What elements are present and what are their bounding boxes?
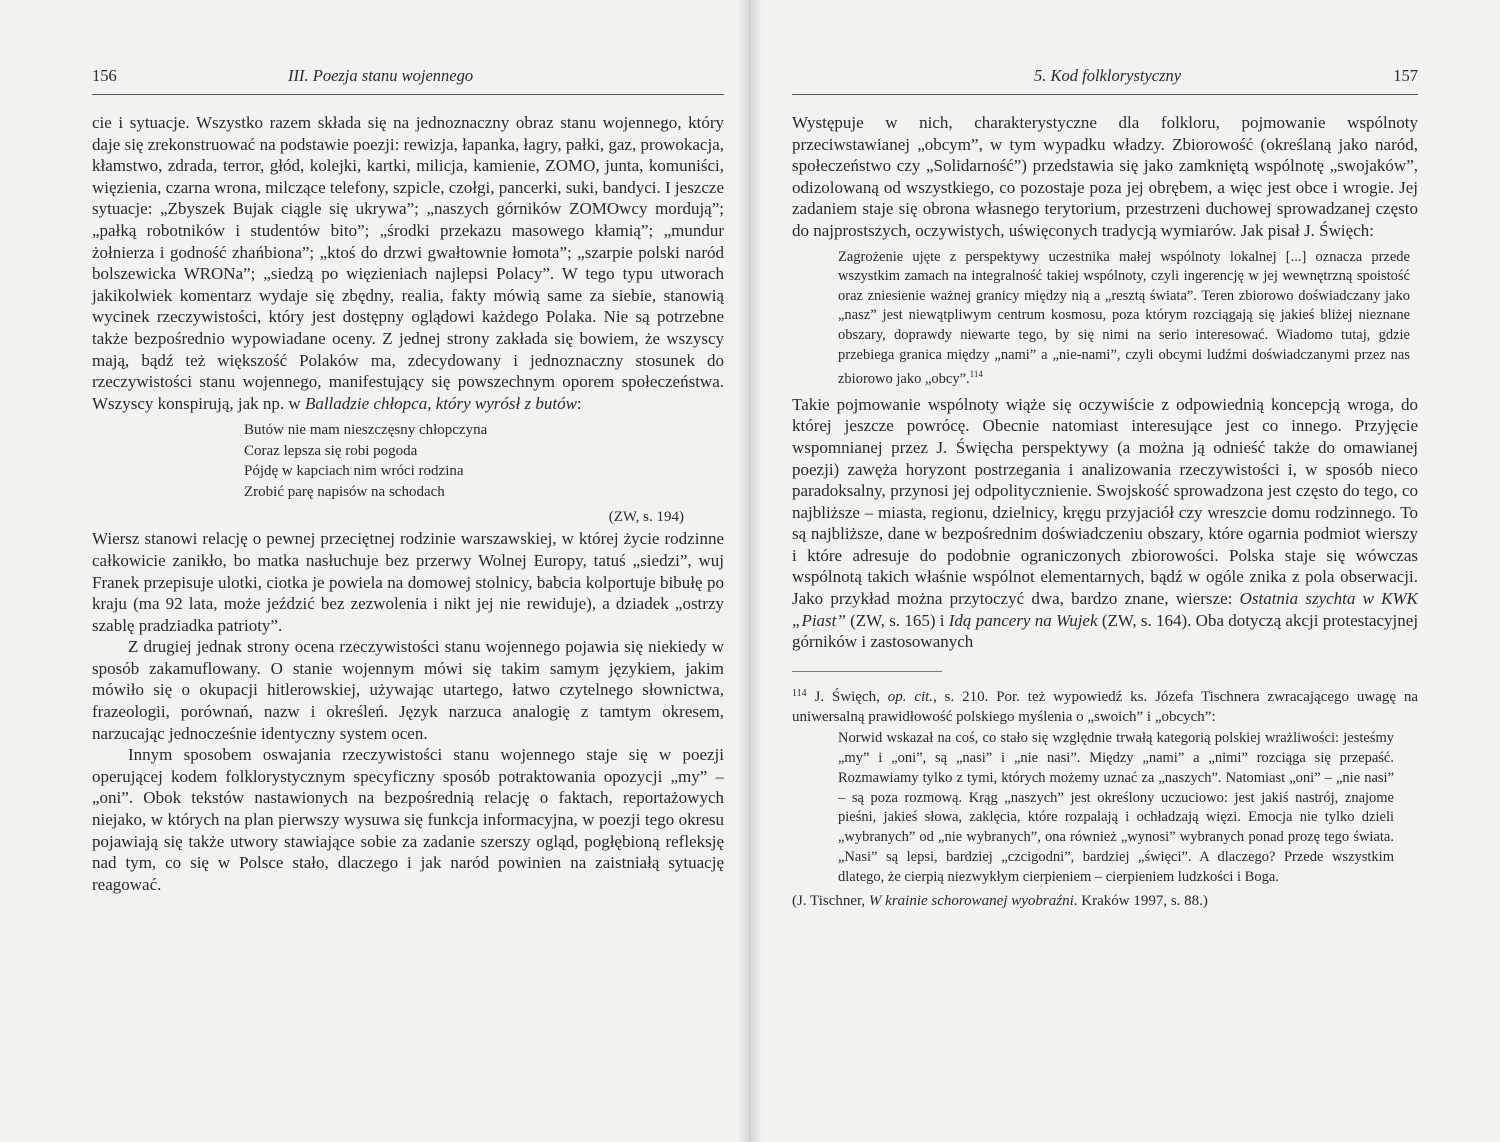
book-gutter [738, 0, 762, 1142]
poem-title: Ostatnia szychta w KWK „Piast” [792, 589, 1418, 630]
page-number: 157 [1393, 66, 1418, 85]
paragraph: Takie pojmowanie wspólnoty wiąże się oczywiście z odpowiednią koncepcją wroga, do której jeszcze powrócę. Obecnie natomiast interesujące jest co innego. Przyjęcie wspomnianej przez J. Święcha perspektywy (a można ją odnieść także do omawianej poezji) zawęża horyzont postrzegania i analizowania rzeczywistości i, w sposób nieco paradoksalny, przynosi jej odpolitycznienie. Swojskość sprowadzona jest często do tego, co najbliższe – miasta, regionu, dzielnicy, kręgu przyjaciół czy wreszcie domu rodzinnego. To są najbliższe, dane w bezpośrednim doświadczeniu obszary, które ogarnia podmiot wierszy i które adresuje do podobnie ograniczonych zbiorowości. Polska staje się wówczas wspólnotą takich właśnie wspólnot elementarnych, bądź w ogóle znika z pola obserwacji. Jako przykład można przytoczyć dwa, bardzo znane, wiersze: Ostatnia szychta w KWK „Piast” (ZW, s. 165) i Idą pancery na Wujek (ZW, s. 164). Oba dotyczą akcji protestacyjnej górników i zastosowanych [792, 394, 1419, 652]
left-body [92, 112, 724, 895]
running-title: III. Poezja stanu wojennego [288, 66, 474, 85]
footnote-ref: 114 [969, 369, 983, 380]
poem-line: Zrobić parę napisów na schodach [244, 483, 445, 500]
paragraph: Innym sposobem oswajania rzeczywistości stanu wojennego staje się w poezji operującej kodem folklorystycznym specyficzny sposób potraktowania opozycji „my” – „oni”. Obok tekstów nastawionych na bezpośrednią relację o faktach, reportażowych niejako, w których na plan pierwszy wysuwa się funkcja informacyjna, w poezji tego okresu pojawiają się także utwory stawiające sobie za zadanie szerszy ogląd, pogłębioną refleksję nad tym, co się w Polsce stało, dlaczego i jak naród powinien na zaistniałą sytuację reagować. [92, 745, 724, 894]
right-page [750, 0, 1500, 1142]
running-title: 5. Kod folklorystyczny [1034, 66, 1182, 85]
paragraph: Z drugiej jednak strony ocena rzeczywistości stanu wojennego pojawia się niekiedy w sposób zakamuflowany. O stanie wojennym mówi się takim samym językiem, jakim mówiło się o okupacji hitlerowskiej, używając utartego, łatwo czytelnego słownictwa, frazeologii, porównań, nazw i określeń. Język narzuca analogię z tamtym okresem, narzucając jednocześnie identyczny system ocen. [92, 637, 724, 743]
poem-line: Butów nie mam nieszczęsny chłopczyna [244, 422, 488, 439]
poem-line: Pójdę w kapciach nim wróci rodzina [244, 463, 464, 480]
poem [244, 420, 724, 502]
poem-source: (ZW, s. 194) [608, 509, 684, 526]
paragraph: Wiersz stanowi relację o pewnej przeciętnej rodzinie warszawskiej, w której życie rodzinne całkowicie zanikło, bo matka nasłuchuje bez przerwy Wolnej Europy, tatuś „siedzi”, wuj Franek przepisuje ulotki, ciotka je powiela na domowej stolnicy, babcia kolportuje bibułę po kraju (ma 92 lata, może jeździć bez zezwolenia i nikt jej nie rewiduje), a dziadek „ostrzy szablę pradziadka patrioty”. [92, 529, 724, 635]
poem-title: Balladzie chłopca, który wyrósł z butów [304, 393, 577, 413]
poem-title: Idą pancery na Wujek [948, 610, 1098, 630]
footnote-source: (J. Tischner, W krainie schorowanej wyobraźni. Kraków 1997, s. 88.) [792, 892, 1208, 909]
paragraph: Występuje w nich, charakterystyczne dla folkloru, pojmowanie wspólnoty przeciwstawianej „obcym”, w tym wypadku władzy. Zbiorowość (określaną jako naród, społeczeństwo czy „Solidarność”) przedstawia się jako zamkniętą wspólnotę „swojaków”, odizolowaną od wszystkiego, co pozostaje poza jej obrębem, a więc jest obce i wrogie. Jej zadaniem staje się obrona własnego terytorium, przestrzeni duchowej sprowadzanej często do najprostszych, oczywistych, uświęconych tradycją wymiarów. Jak pisał J. Święch: [792, 113, 1418, 240]
right-running-header [792, 64, 1418, 95]
left-running-header [92, 64, 724, 95]
footnote: $^{114}$ J. Święch, op. cit., s. 210. Por. też wypowiedź ks. Józefa Tischnera zwracającego uwagę na uniwersalną prawidłowość polskiego myślenia o „swoich” i „obcych”: [792, 687, 1419, 726]
footnote-quote: Norwid wskazał na coś, co stało się względnie trwałą kategorią polskiej wrażliwości: jesteśmy „my” i „oni”, są „nasi” i „nie nasi”. Między „nami” a „nimi” rozciąga się przepaść. Rozmawiamy tylko z tymi, których możemy uznać za „naszych”. Natomiast „oni” – „nie nasi” – są poza rozmową. Krąg „naszych” jest określony uczuciowo: jest jakiś nastrój, znajome pieśni, jakieś słowa, zaklęcia, które rozpalają i ochładzają więzi. Emocja nie tylko dzieli „wybranych” od „nie wybranych”, ona również „wynosi” wybranych ponad prozę tego świata. „Nasi” są lepsi, bardziej „czcigodni”, bardziej „święci”. A dlaczego? Przede wszystkim dlatego, że cierpią niezwykłym cierpieniem – cierpieniem ludzkości i Boga. [838, 730, 1394, 885]
paragraph: cie i sytuacje. Wszystko razem składa się na jednoznaczny obraz stanu wojennego, który daje się zrekonstruować na podstawie poezji: rewizja, łapanka, łagry, pałki, gaz, prowokacja, kłamstwo, zdrada, terror, głód, kolejki, kartki, milicja, kamienie, ZOMO, junta, komuniści, więzienia, czarna wrona, milczące telefony, szpicle, czołgi, pancerki, suki, bandyci. I jeszcze sytuacje: „Zbyszek Bujak ciągle się ukrywa”; „naszych górników ZOMOwcy mordują”; „pałką robotników i studentów bito”; „środki przekazu masowego kłamią”; „mundur żołnierza i godność zhańbiona”; „ktoś do drzwi gwałtownie łomota”; „szarpie polski naród bolszewicka WRONa”; „siedzą po więzieniach najlepsi Polacy”. W tego typu utworach jakikolwiek komentarz wydaje się zbędny, realia, fakty mówią same za siebie, stanowią wycinek rzeczywistości, który jest dostępny oglądowi każdego Polaka. Nie są potrzebne także bezpośrednio wypowiadane oceny. Z jednej strony zakłada się bowiem, że wszyscy mają, bądź też większość Polaków ma, zdecydowany i jednoznaczny stosunek do rzeczywistości stanu wojennego, manifestujący się powszechnym oporem społeczeństwa. Wszyscy konspirują, jak np. w Balladzie chłopca, który wyrósł z butów: [92, 113, 724, 413]
poem-line: Coraz lepsza się robi pogoda [244, 442, 418, 459]
block-quote: Zagrożenie ujęte z perspektywy uczestnika małej wspólnoty lokalnej [...] oznacza przede wszystkim zamach na integralność takiej wspólnoty, czyli ingerencję w jej wewnętrzną spoistość oraz zniesienie ważnej granicy między nią a „resztą świata”. Teren zbiorowo doświadczany jako „nasz” jest niewątpliwym centrum kosmosu, poza którym rozciągają się jakieś bliżej nieznane obszary, doprawdy niewarte tego, by się nimi na serio interesować. Wiadomo tutaj, gdzie przebiega granica między „nami” a „nie-nami”, czyli obcymi ludźmi doświadczanymi przez nas zbiorowo jako „obcy”.$^{114}$ [838, 248, 1410, 388]
page-number: 156 [92, 66, 117, 85]
right-body [792, 112, 1418, 912]
footnote-divider [792, 671, 942, 672]
